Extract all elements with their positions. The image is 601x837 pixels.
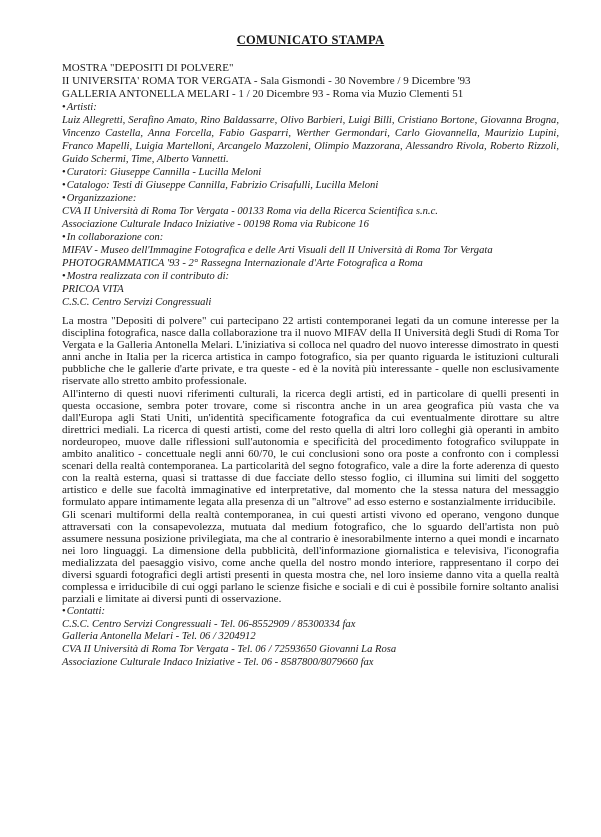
organization-indaco: Associazione Culturale Indaco Iniziative - 00198 Roma via Rubicone 16 <box>62 219 369 230</box>
artists-label: • Artisti: <box>62 101 559 114</box>
sponsor-label: • Mostra realizzata con il contributo di: <box>62 270 559 283</box>
artists-list: Luiz Allegretti, Serafino Amato, Rino Baldassarre, Olivo Barbieri, Luigi Billi, Cristiano Bortone, Giovanna Brogna, Vincenzo Castella, Anna Forcella, Fabio Gasparri, Werther Germondari, Carlo Giovannella, Maurizio Lupini, Franco Mapelli, Luigia Martelloni, Arcangelo Mazzoleni, Olimpio Mazzorana, Alessandro Rivola, Roberto Rizzoli, Guido Schermi, Time, Alberto Vannetti. <box>62 115 559 165</box>
sponsor-pricoa: PRICOA VITA <box>62 284 124 295</box>
collaboration-label: • In collaborazione con: <box>62 231 559 244</box>
credits-section <box>62 101 559 309</box>
venue-university: II UNIVERSITA' ROMA TOR VERGATA - Sala Gismondi - 30 Novembre / 9 Dicembre '93 <box>62 75 471 87</box>
contact-gallery: Galleria Antonella Melari - Tel. 06 / 3204912 <box>62 631 256 643</box>
collaboration-mifav: MIFAV - Museo dell'Immagine Fotografica e delle Arti Visuali dell II Università di Roma Tor Vergata <box>62 245 493 256</box>
contact-indaco: Associazione Culturale Indaco Iniziative - Tel. 06 - 8587800/8079660 fax <box>62 656 374 668</box>
exhibition-header <box>62 62 559 101</box>
document-title: COMUNICATO STAMPA <box>236 33 385 47</box>
sponsor-csc: C.S.C. Centro Servizi Congressuali <box>62 297 212 308</box>
venue-gallery: GALLERIA ANTONELLA MELARI - 1 / 20 Dicembre 93 - Roma via Muzio Clementi 51 <box>62 88 464 100</box>
paragraph: Gli scenari multiformi della realtà contemporanea, in cui questi artisti vivono ed operano, vengono dunque attraversati con la consapevolezza, mutuata dal medium fotografico, che lo sguardo dell'artista non può assumere nessuna posizione privilegiata, ma che al contrario è inesorabilmente interno a quei mondi e incarnato nei loro linguaggi. La dimensione della pubblicità, dell'informazione giornalistica e televisiva, l'iconografia medializzata del paesaggio visivo, come anche quella del nostro mondo interiore, rappresentano il corpo dei diversi sguardi fotografici degli artisti presenti in questa mostra che, nel loro insieme danno vita a quella realtà complessa e irriducibile di cui oggi parlano le scienze fisiche e sociali e di cui è possibile fornire soltanto analisi parziali e limitate ai diversi punti di osservazione. <box>62 508 559 606</box>
exhibition-name: MOSTRA "DEPOSITI DI POLVERE" <box>62 62 234 74</box>
catalogue: • Catalogo: Testi di Giuseppe Cannilla, Fabrizio Crisafulli, Lucilla Meloni <box>62 179 559 192</box>
press-text <box>62 315 559 605</box>
contact-cva: CVA II Università di Roma Tor Vergata - Tel. 06 / 72593650 Giovanni La Rosa <box>62 644 397 656</box>
organization-cva: CVA II Università di Roma Tor Vergata - 00133 Roma via della Ricerca Scientifica s.n.c. <box>62 206 438 217</box>
contacts-label: • Contatti: <box>62 606 559 619</box>
contact-csc: C.S.C. Centro Servizi Congressuali - Tel. 06-8552909 / 85300334 fax <box>62 618 356 630</box>
organization-label: • Organizzazione: <box>62 192 559 205</box>
paragraph: All'interno di questi nuovi riferimenti culturali, la ricerca degli artisti, ed in particolare di quelli presenti in questa occasione, sembra poter trovare, come si riscontra anche in un area geografica più vasta che va dall'Europa agli Stati Uniti, un'identità specificamente fotografica da cui eventualmente dirottare su altre direttrici mediali. La ricerca di questi artisti, come del resto quella di altri loro colleghi già operanti in ambito nordeuropeo, muove dalle riflessioni sull'autonomia e specificità del procedimento fotografico sviluppate in ambito analitico - concettuale negli anni 60/70, le cui conclusioni sono ora poste a confronto con i complessi scenari della realtà contemporanea. La particolarità del segno fotografico, vale a dire la forte aderenza di questo con la realtà esterna, quasi si trattasse di due facciate dello stesso foglio, ci illumina sui limiti del soggetto artistico e delle sue facoltà immaginative ed interpretative, dal momento che la stessa natura del messaggio formulato appare intimamente legata alla presenza di un "altrove" ad esso esterno e sostanzialmente irriducibile. <box>62 387 559 509</box>
paragraph: La mostra "Depositi di polvere" cui partecipano 22 artisti contemporanei legati da un comune interesse per la disciplina fotografica, nasce dalla collaborazione tra il nuovo MIFAV della II Università degli Studi di Roma Tor Vergata e la Galleria Antonella Melari. L'iniziativa si colloca nel quadro del nuovo interesse dimostrato in questi anni anche in Italia per la ricerca artistica in campo fotografico, sia per quanto riguarda le istituzioni culturali pubbliche che le gallerie d'arte private, e tra queste - ed è la novità più interessante - quelle non esclusivamente riservate allo stretto ambito professionale. <box>62 315 559 388</box>
collaboration-photogrammatica: PHOTOGRAMMATICA '93 - 2° Rassegna Internazionale d'Arte Fotografica a Roma <box>62 258 423 269</box>
contacts-section <box>62 606 559 669</box>
curators: • Curatori: Giuseppe Cannilla - Lucilla Meloni <box>62 166 559 179</box>
